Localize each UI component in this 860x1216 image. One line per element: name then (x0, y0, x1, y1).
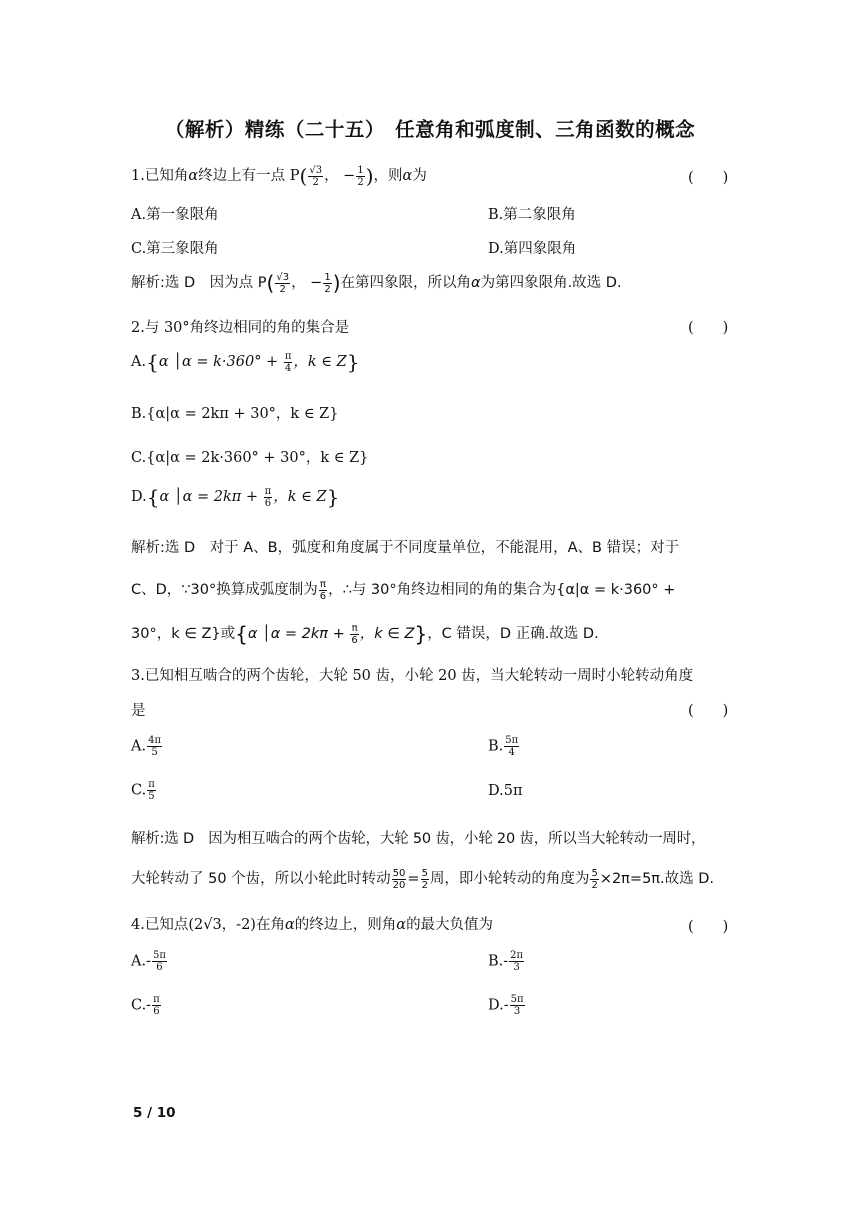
q4-option-a (131, 950, 168, 973)
fraction-denominator: 4 (508, 747, 515, 758)
fraction-denominator: 20 (392, 879, 406, 891)
fraction (590, 868, 598, 891)
q2-option-a (131, 350, 359, 374)
q2-explanation-line-2 (131, 578, 675, 602)
fraction-numerator: 5π (152, 950, 166, 961)
q1-stem-post: ，则 (373, 168, 403, 184)
answer-blank: ( ) (688, 703, 729, 719)
close-paren: ) (365, 164, 374, 188)
fraction-denominator: 2 (324, 283, 331, 295)
alpha-symbol: α (284, 917, 295, 933)
explanation-text: 大轮转动了 50 个齿，所以小轮此时转动 (131, 871, 391, 887)
fraction (356, 165, 364, 188)
fraction-numerator: 5 (591, 867, 598, 879)
fraction-denominator: 6 (264, 497, 272, 509)
fraction-numerator: 2π (510, 950, 524, 961)
q3-explanation-line-2 (131, 867, 714, 891)
fraction (152, 994, 161, 1017)
option-label: A. (131, 354, 147, 370)
question-1-stem: 1.已知角α终边上有一点 P( $\frac{√3}{2}$ ， − $\frac{1}{2}$ )，则α为 (131, 164, 427, 188)
q3-explanation-line-1: 解析:选 D 因为相互啮合的两个齿轮，大轮 50 齿，小轮 20 齿，所以当大轮转动一周时， (131, 831, 706, 847)
q1-stem-pre: 1.已知角 (131, 168, 189, 184)
fraction-denominator: 2 (591, 879, 598, 891)
q1-explanation-end: 为第四象限角.故选 D. (480, 275, 622, 291)
explanation-text: ，∴与 30°角终边相同的角的集合为{α|α = k·360° + (328, 582, 676, 598)
fraction-denominator: 6 (153, 1006, 160, 1017)
fraction-numerator: π (319, 578, 326, 590)
open-paren: ( (266, 271, 275, 295)
open-brace: { (146, 485, 160, 509)
alpha-symbol: α (188, 168, 199, 184)
fraction (264, 486, 273, 509)
fraction (308, 165, 323, 188)
q1-option-b: B.第二象限角 (488, 207, 576, 223)
fraction (275, 272, 290, 295)
page-number: 5 / 10 (133, 1105, 176, 1121)
option-label: A. (131, 738, 147, 755)
q2-option-c: C.{α|α = 2k·360° + 30°，k ∈ Z} (131, 450, 369, 466)
fraction-numerator: π (148, 779, 155, 790)
fraction (510, 994, 525, 1017)
set-body: α │α = 2kπ + (159, 489, 263, 505)
close-paren: ) (332, 271, 341, 295)
option-label: C. (131, 782, 147, 799)
question-3-stem-line-1: 3.已知相互啮合的两个齿轮，大轮 50 齿，小轮 20 齿，当大轮转动一周时小轮转动角度 (131, 668, 694, 684)
option-label: B. (488, 738, 504, 755)
q1-stem-end: 为 (412, 168, 427, 184)
q2-option-d (131, 485, 339, 509)
q4-stem-mid: 的终边上，则角 (294, 917, 397, 933)
open-paren: ( (299, 164, 308, 188)
q4-stem-pre: 4.已知点(2√3，-2)在角 (131, 917, 285, 933)
q1-explanation-pre: 解析:选 D 因为点 P (131, 275, 267, 291)
fraction (392, 868, 407, 891)
fraction-numerator: π (284, 350, 292, 362)
fraction-denominator: 4 (284, 362, 292, 374)
option-label: D. (131, 489, 147, 505)
q4-stem-post: 的最大负值为 (406, 917, 494, 933)
q1-option-a: A.第一象限角 (131, 207, 219, 223)
fraction-denominator: 6 (351, 634, 358, 646)
question-3-stem-line-2: 是 (131, 703, 146, 719)
fraction-denominator: 3 (513, 1006, 521, 1017)
fraction-numerator: 1 (324, 271, 331, 283)
question-2-stem: 2.与 30°角终边相同的角的集合是 (131, 320, 350, 336)
fraction-numerator: π (264, 485, 272, 497)
alpha-symbol: α (396, 917, 407, 933)
close-brace: } (346, 350, 360, 374)
option-label: B.- (488, 953, 509, 970)
q2-explanation-line-1: 解析:选 D 对于 A、B，弧度和角度属于不同度量单位，不能混用，A、B 错误；对于 (131, 540, 680, 556)
fraction-numerator: √3 (309, 164, 323, 176)
fraction-numerator: 5 (421, 867, 428, 879)
answer-blank: ( ) (688, 170, 729, 186)
fraction (147, 779, 156, 802)
fraction-denominator: 6 (156, 962, 163, 973)
fraction (323, 272, 331, 295)
fraction-denominator: 2 (357, 176, 364, 188)
set-body: α │α = 2kπ + (247, 626, 350, 642)
q1-option-c: C.第三象限角 (131, 241, 219, 257)
q1-stem-mid: 终边上有一点 P (198, 168, 300, 184)
q1-option-d: D.第四象限角 (488, 241, 577, 257)
q3-option-b (488, 735, 520, 758)
fraction (504, 735, 519, 758)
page-title: （解析）精练（二十五） 任意角和弧度制、三角函数的概念 (164, 118, 696, 141)
fraction-numerator: π (351, 622, 358, 634)
fraction-numerator: 50 (392, 867, 406, 879)
option-label: A.- (131, 953, 151, 970)
alpha-symbol: α (471, 275, 481, 291)
set-tail: ，k ∈ Z (293, 354, 347, 370)
q1-explanation-post: 在第四象限，所以角 (340, 275, 472, 291)
explanation-text: ×2π=5π.故选 D. (599, 871, 715, 887)
set-tail: ，k ∈ Z (273, 489, 327, 505)
answer-blank: ( ) (688, 320, 729, 336)
fraction-denominator: 2 (312, 176, 319, 188)
fraction-denominator: 2 (279, 283, 286, 295)
set-body: α │α = k·360° + (158, 354, 283, 370)
q4-option-b (488, 950, 525, 973)
fraction-denominator: 5 (151, 747, 158, 758)
fraction (147, 735, 162, 758)
open-brace: { (146, 350, 159, 374)
fraction (421, 868, 429, 891)
fraction (509, 950, 524, 973)
q3-option-c (131, 779, 157, 802)
close-brace: } (414, 622, 428, 646)
fraction (284, 351, 293, 374)
q4-option-d (488, 994, 526, 1017)
fraction-numerator: 5π (505, 735, 519, 746)
explanation-text: 30°，k ∈ Z}或 (131, 626, 236, 642)
set-tail: ，k ∈ Z (359, 626, 415, 642)
explanation-text: C、D，∵30°换算成弧度制为 (131, 582, 318, 598)
fraction-denominator: 3 (513, 962, 520, 973)
q3-option-d: D.5π (488, 783, 523, 799)
fraction-numerator: π (153, 994, 160, 1005)
close-brace: } (326, 485, 340, 509)
fraction-denominator: 2 (421, 879, 428, 891)
fraction (319, 579, 327, 602)
fraction-numerator: 1 (357, 164, 364, 176)
answer-blank: ( ) (688, 919, 729, 935)
option-label: D.- (488, 997, 509, 1014)
alpha-symbol: α (402, 168, 413, 184)
explanation-text: 周，即小轮转动的角度为 (429, 871, 590, 887)
fraction-numerator: 4π (148, 735, 162, 746)
fraction-numerator: √3 (276, 271, 290, 283)
explanation-text: ，C 错误，D 正确.故选 D. (427, 626, 599, 642)
q2-option-b: B.{α|α = 2kπ + 30°，k ∈ Z} (131, 406, 339, 422)
q1-explanation: 解析:选 D 因为点 P( $\frac{√3}{2}$ ， − $\frac{1}{2}$ )在第四象限，所以角α为第四象限角.故选 D. (131, 271, 622, 295)
q4-option-c (131, 994, 162, 1017)
equals-sign: = (407, 871, 420, 887)
open-brace: { (235, 622, 248, 646)
question-4-stem (131, 913, 493, 934)
fraction-denominator: 6 (319, 590, 327, 602)
fraction (152, 950, 167, 973)
fraction (350, 623, 358, 646)
q2-explanation-line-3 (131, 622, 599, 646)
fraction-numerator: 5π (510, 994, 524, 1005)
fraction-denominator: 5 (148, 791, 155, 802)
q3-option-a (131, 735, 163, 758)
option-label: C.- (131, 997, 152, 1014)
